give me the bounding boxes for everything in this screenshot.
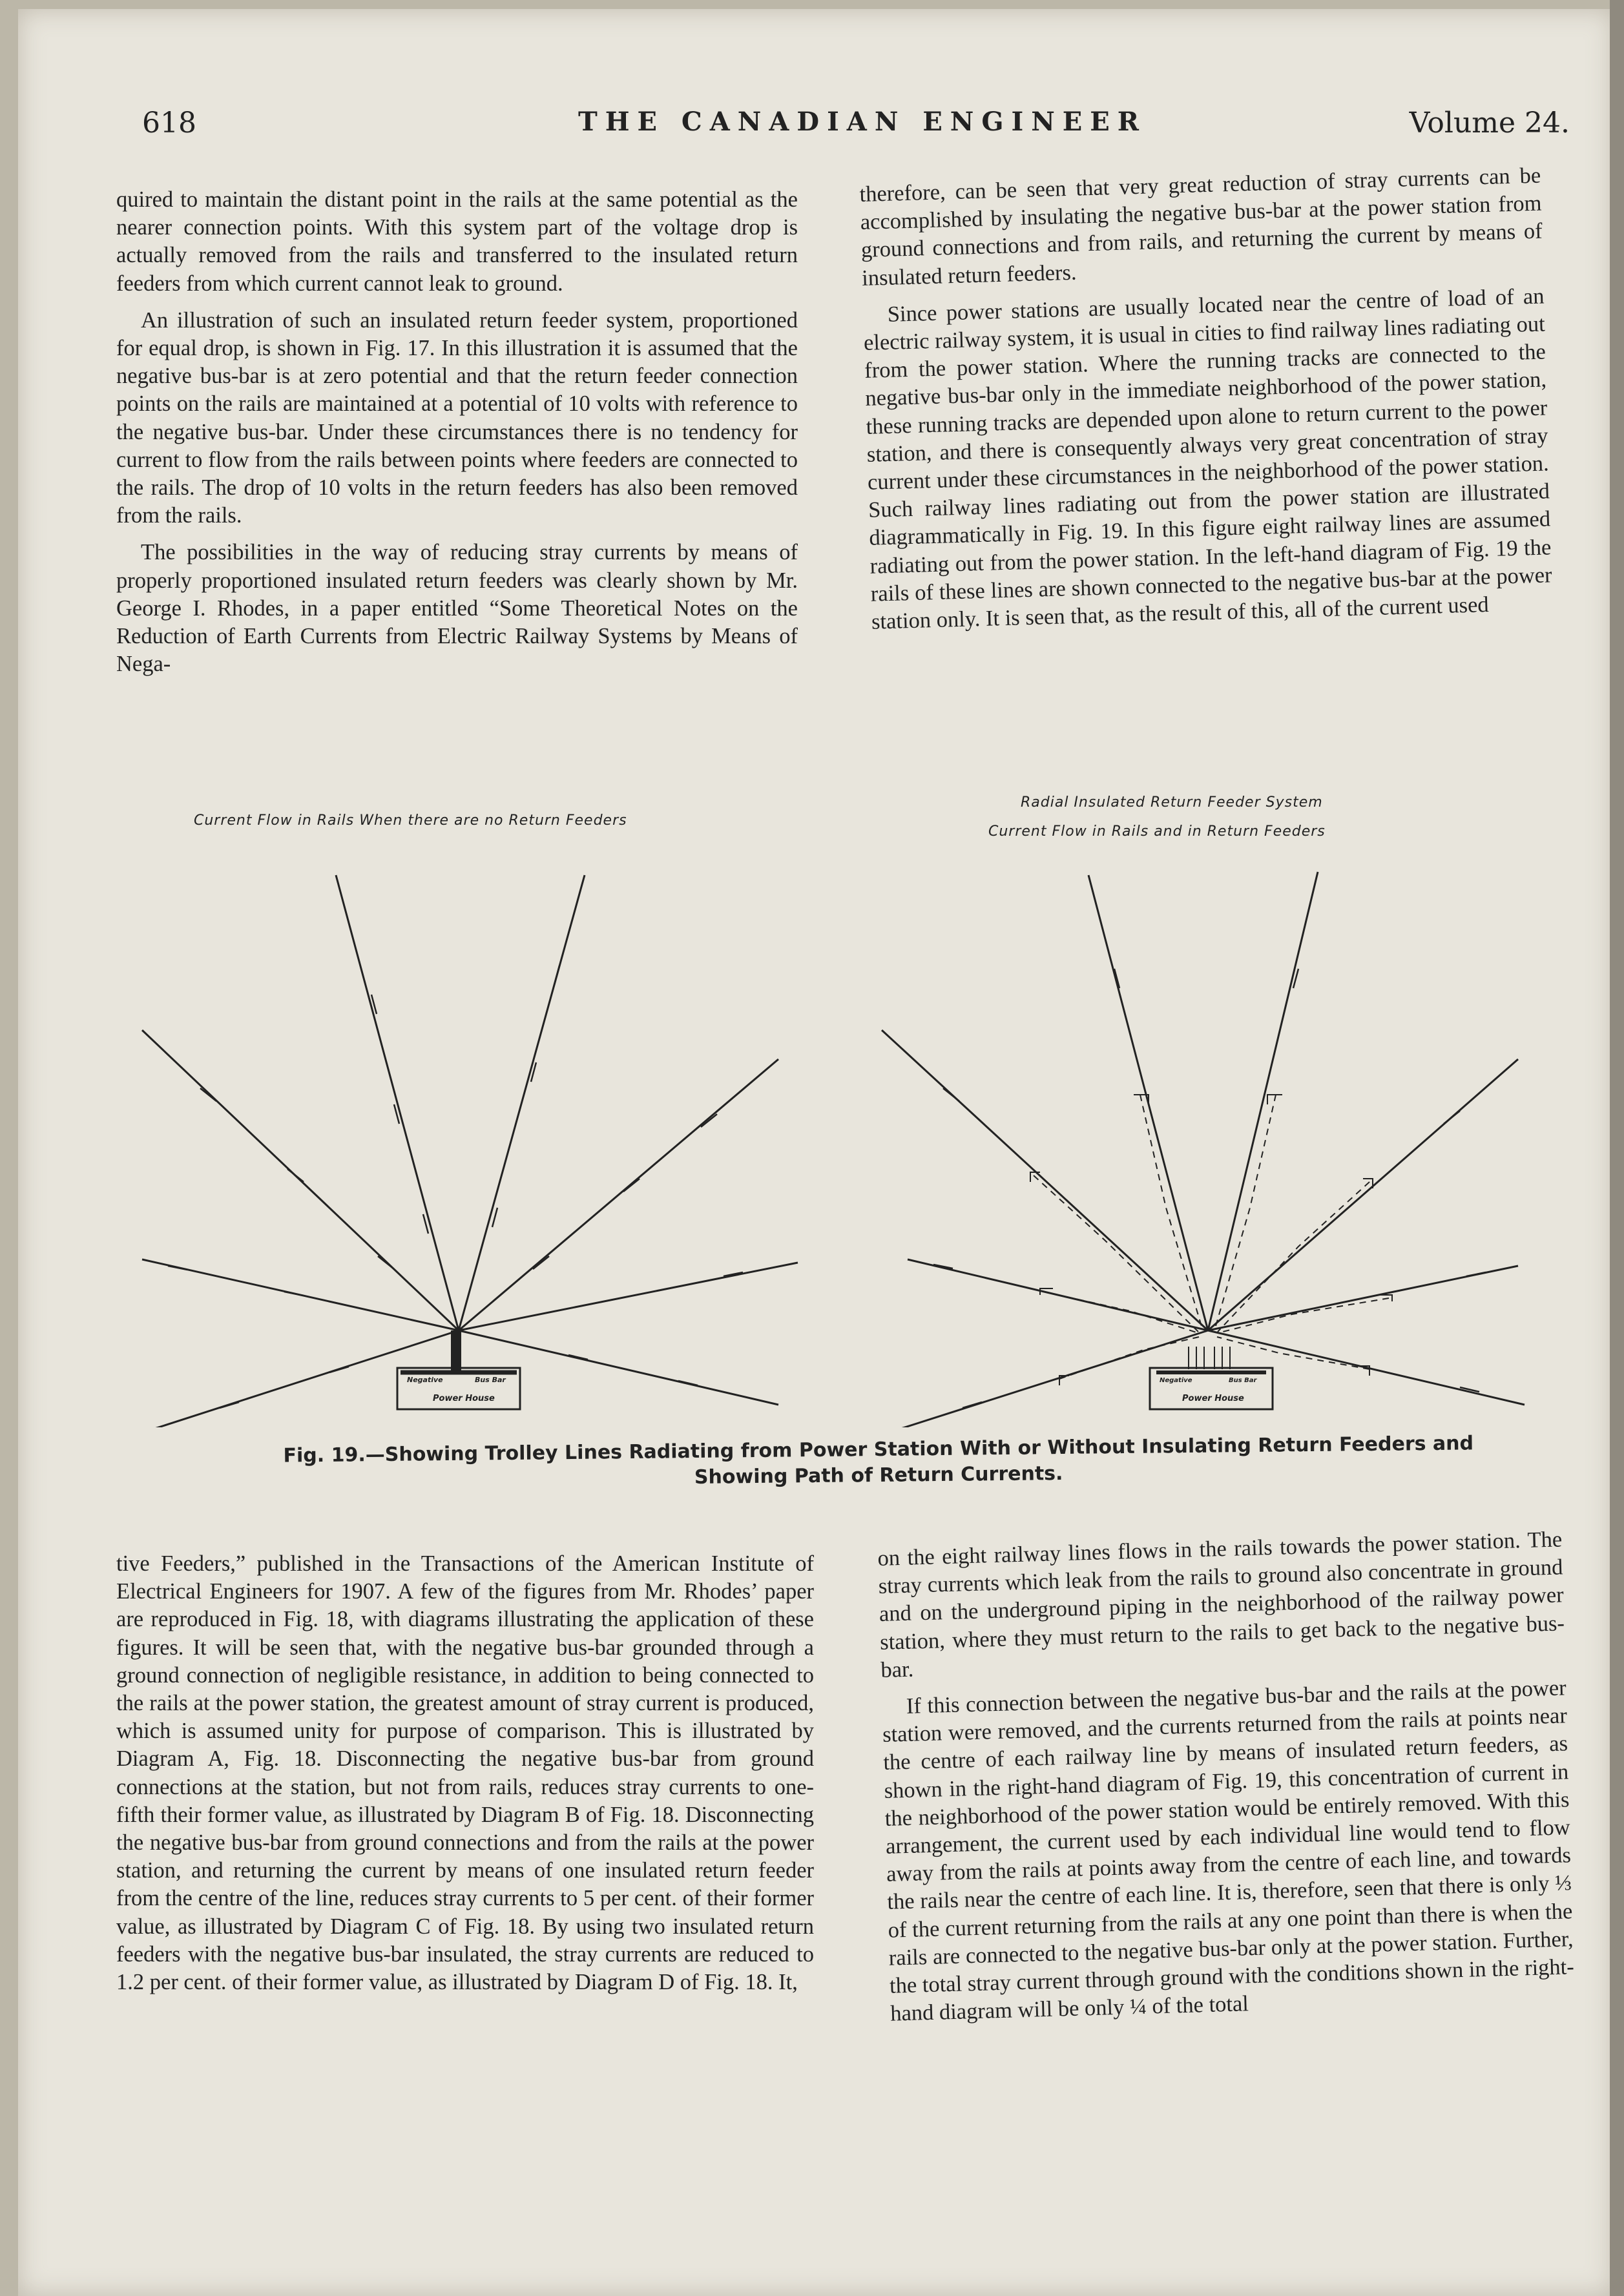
caption-line-2: Showing Path of Return Currents. <box>694 1462 1063 1489</box>
left-diagram-title: Current Flow in Rails When there are no Return Feeders <box>194 812 627 829</box>
paragraph: therefore, can be seen that very great reduction of stray currents can be accomplished by insulating the negative bus-bar at the power station from ground connections and from rails, and returning the current by means of insulated return feeders. <box>859 163 1543 291</box>
paragraph: quired to maintain the distant point in the rails at the same potential as the nearer connection points. With this system part of the voltage drop is actually removed from the rails and transferred to the insulated return feeders from which current cannot leak to ground. <box>116 187 798 296</box>
left-power-house-label: Power House <box>433 1394 495 1403</box>
page-header <box>142 107 1583 145</box>
column-bottom-left <box>116 1550 814 2005</box>
left-bus-label-1: Negative <box>407 1376 443 1384</box>
paragraph: The possibilities in the way of reducing stray currents by means of properly proportioned insulated return feeders was clearly shown by Mr. George I. Rhodes, in a paper entitled “Some Theoretical Notes on the Reduction of Earth Currents from Electric Railway Systems by Means of Nega- <box>116 540 798 677</box>
paragraph: on the eight railway lines flows in the rails towards the power station. The stray currents which leak from the rails to ground also concentrate in ground and on the underground piping in the neighborhood of the railway power station, where they must return to the rails to get back to the negative bus-bar. <box>877 1527 1565 1682</box>
figure-caption <box>200 1430 1557 1496</box>
paragraph: An illustration of such an insulated return feeder system, proportioned for equal drop, is shown in Fig. 17. In this illustration it is assumed that the negative bus-bar is at zero potential and that the return feeder connection points on the rails are maintained at a potential of 10 volts with reference to the negative bus-bar. Under these circumstances there is no tendency for current to flow from the rails between points where feeders are connected to the rails. The drop of 10 volts in the return feeders has also been removed from the rails. <box>116 307 798 528</box>
figure-19 <box>123 769 1544 1524</box>
right-diagram <box>882 872 1525 1427</box>
journal-title: THE CANADIAN ENGINEER <box>578 107 1147 137</box>
page-edge <box>1610 0 1624 2296</box>
paragraph: tive Feeders,” published in the Transactions of the American Institute of Electrical Engineers for 1907. A few of the figures from Mr. Rhodes’ paper are reproduced in Fig. 18, with diagrams illustrating the application of these figures. It will be seen that, with the negative bus-bar grounded through a ground connection of negligible resistance, in addition to being connected to the rails at the power station, the greatest amount of stray current is produced, which is assumed unity for purpose of comparison. This is illustrated by Diagram A, Fig. 18. Disconnecting the negative bus-bar from ground connections at the station, but not from rails, reduces stray currents to one-fifth their former value, as illustrated by Diagram B of Fig. 18. Disconnecting the negative bus-bar from ground connections and from the rails at the power station, and returning the current by means of one insulated return feeder from the centre of the line, reduces stray currents to 5 per cent. of their former value, as illustrated by Diagram C of Fig. 18. By using two insulated return feeders with the negative bus-bar insulated, the stray currents are reduced to 1.2 per cent. of their former value, as illustrated by Diagram D of Fig. 18. It, <box>116 1551 814 1995</box>
right-bus-label-2: Bus Bar <box>1229 1377 1257 1384</box>
column-top-right <box>859 162 1554 645</box>
right-bus-label-1: Negative <box>1160 1377 1192 1384</box>
page-number: 618 <box>142 107 196 140</box>
right-diagram-subtitle: Current Flow in Rails and in Return Feeders <box>988 823 1326 840</box>
column-top-left <box>116 186 798 687</box>
figure-drawing <box>123 769 1544 1427</box>
paragraph: If this connection between the negative bus-bar and the rails at the power station were removed, and the currents returned from the rails at points near the centre of each railway line by means of insulated return feeders, as shown in the right-hand diagram of Fig. 19, this concentration of current in the neighborhood of the power station would be entirely removed. With this arrangement, the current used by each individual line would tend to flow away from the rails at points away from the centre of each line, and towards the rails near the centre of each line. It is, therefore, seen that there is only ⅓ of the current returning from the rails at any one point than there is when the rails are connected to the negative bus-bar only at the power station. Further, the total stray current through ground with the conditions shown in the right-hand diagram will be only ¼ of the total <box>882 1675 1575 2026</box>
right-power-house-label: Power House <box>1182 1394 1244 1403</box>
caption-line-1: Fig. 19.—Showing Trolley Lines Radiating from Power Station With or Without Insulating Return Feeders and <box>283 1432 1474 1467</box>
column-bottom-right <box>877 1525 1576 2037</box>
paragraph: Since power stations are usually located near the centre of load of an electric railway system, it is usual in cities to find railway lines radiating out from the power station. Where the running tracks are connected to the negative bus-bar only in the immediate neighborhood of the power station, these running tracks are depended upon alone to return current to the power station, and there is consequently always very great concentration of stray current under these circumstances in the neighborhood of the power station. Such railway lines radiating out from the power station are illustrated diagrammatically in Fig. 19. In this figure eight railway lines are assumed radiating out from the power station. In the left-hand diagram of Fig. 19 the rails of these lines are shown connected to the negative bus-bar at the power station only. It is seen that, as the result of this, all of the current used <box>863 284 1552 634</box>
left-diagram <box>142 875 798 1427</box>
volume-label: Volume 24. <box>1409 107 1570 140</box>
left-bus-label-2: Bus Bar <box>475 1376 506 1384</box>
right-diagram-title: Radial Insulated Return Feeder System <box>1021 794 1323 811</box>
